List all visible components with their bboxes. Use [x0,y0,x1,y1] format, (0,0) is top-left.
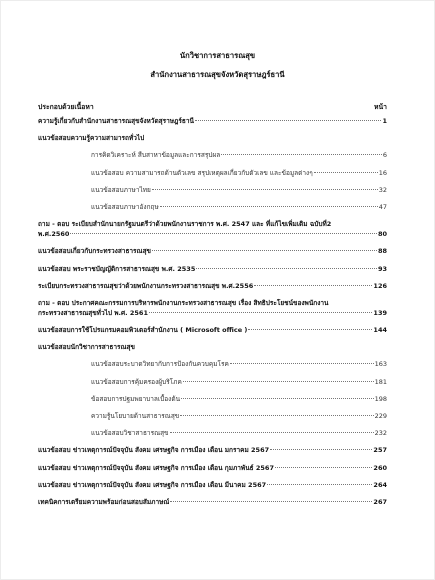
toc-entry-title: ถาม - ตอบ ประกาศคณะกรรมการบริหารพนักงานกระทรวงสาธารณสุข เรื่อง สิทธิประโยชน์ของพนักงาน [38,298,329,307]
toc-entry-title: แนวข้อสอบ พระราชบัญญัติการสาธารณสุข พ.ศ. 2535 [38,264,196,273]
leader-dots [230,363,374,364]
toc-page-number: 257 [373,446,387,455]
toc-entry [91,411,387,421]
toc-entry [91,394,387,404]
toc-page-label: หน้า [374,103,387,111]
toc-entry-title: แนวข้อสอบนักวิชาการสาธารณสุข [38,343,135,352]
toc-entry [38,116,387,126]
toc-entry [38,480,387,490]
toc-page-number: 232 [374,429,387,438]
leader-dots [180,415,373,416]
leader-dots [314,172,378,173]
toc-page-number: 88 [377,247,387,256]
toc-entry-title-cont: กระทรวงสาธารณสุขทั่วไป พ.ศ. 2561 [38,308,148,317]
toc-page-number: 198 [374,394,387,403]
toc-page-number: 264 [373,480,387,489]
document-subtitle: สำนักงานสาธารณสุขจังหวัดสุราษฎร์ธานี [150,70,285,79]
leader-dots [70,233,377,234]
toc-entry-title: แนวข้อสอบ ข่าวเหตุการณ์ปัจจุบัน สังคม เศรษฐกิจ การเมือง เดือน กุมภาพันธ์ 2567 [38,463,274,472]
toc-entry-title: การคิดวิเคราะห์ สืบสาหาข้อมูลและการสรุปผล [91,151,221,160]
leader-dots [160,206,378,207]
toc-entry-title: แนวข้อสอบการใช้โปรแกรมคอมพิวเตอร์สำนักงาน ( Microsoft office ) [38,326,248,335]
toc-entry-title: ถาม - ตอบ ระเบียบสำนักนายกรัฐมนตรีว่าด้วยพนักงานราชการ พ.ศ. 2547 และ ที่แก้ไขเพิ่มเติม ฉบับที่2 [38,220,332,229]
leader-dots [152,250,377,251]
toc-entry-title: แนวข้อสอบ ข่าวเหตุการณ์ปัจจุบัน สังคม เศรษฐกิจ การเมือง เดือน มกราคม 2567 [38,446,270,455]
toc-entry-title: แนวข้อสอบความรู้ความสามารถทั่วไป [38,134,145,143]
toc-entry-title: แนวข้อสอบภาษาไทย [91,185,151,194]
toc-entry-title: แนวข้อสอบ ข่าวเหตุการณ์ปัจจุบัน สังคม เศรษฐกิจ การเมือง เดือน มีนาคม 2567 [38,480,267,489]
toc-page-number: 144 [373,326,387,335]
toc-page-number: 32 [378,185,387,194]
leader-dots [270,449,372,450]
leader-dots [181,398,374,399]
leader-dots [183,381,374,382]
toc-page-number: 260 [373,463,387,472]
leader-dots [195,120,381,121]
leader-dots [254,285,372,286]
toc-entry [91,150,387,160]
toc-page-number: 229 [374,412,387,420]
toc-page-number: 181 [374,377,387,386]
leader-dots [152,189,378,190]
toc-entry [91,185,387,195]
document-title: นักวิชาการสาธารณสุข [179,51,256,60]
leader-dots [275,467,372,468]
toc-page-number: 126 [373,281,387,290]
leader-dots [170,432,374,433]
leader-dots [267,484,372,485]
toc-entry-title-cont: พ.ศ.2560 [38,230,70,239]
toc-entry-title: ความรู้เกี่ยวกับสำนักงานสาธารณสุขจังหวัดสุราษฎร์ธานี [38,117,194,125]
toc-contents-label: ประกอบด้วยเนื้อหา [38,103,94,111]
toc-entry [38,133,387,143]
toc-entry [91,202,387,212]
toc-entry-title: แนวข้อสอบระบาดวิทยากับการป้องกันควบคุมโรค [91,360,229,369]
toc-entry [38,497,387,507]
table-of-contents [38,116,387,514]
toc-page-number: 93 [377,264,387,273]
toc-entry-title: แนวข้อสอบเกี่ยวกับกระทรวงสาธารณสุข [38,247,151,256]
toc-entry [91,168,387,178]
toc-entry [38,264,387,274]
toc-entry-title: เทคนิคการเตรียมความพร้อมก่อนสอบสัมภาษณ์ [38,497,170,506]
leader-dots [248,329,372,330]
toc-entry-title: แนวข้อสอบภาษาอังกฤษ [91,202,159,211]
toc-entry-title: แนวข้อสอบ ความสามารถด้านตัวเลข สรุปเหตุผลเกี่ยวกับตัวเลข และข้อมูลต่างๆ [91,168,313,177]
toc-entry [38,325,387,335]
toc-entry [38,342,387,352]
leader-dots [149,312,372,313]
toc-entry [38,281,387,291]
toc-entry-title: ระเบียบกระทรวงสาธารณสุขว่าด้วยพนักงานกระทรวงสาธารณสุข พ.ศ.2556 [38,281,254,290]
toc-page-number: 47 [378,202,387,211]
toc-page-number: 267 [373,497,387,506]
toc-page-number: 163 [374,360,387,369]
toc-entry-title: แนวข้อสอบการคุ้มครองผู้บริโภค [91,377,182,386]
leader-dots [196,268,377,269]
toc-page-number: 80 [377,230,387,239]
leader-dots [221,154,382,155]
toc-entry [38,219,387,239]
toc-entry-title: แนวข้อสอบวิชาสาธารณสุข [91,429,169,438]
toc-entry-title: ความรู้นโยบายด้านสาธารณสุข [91,412,180,420]
toc-entry [38,298,387,318]
toc-page-number: 16 [378,168,387,177]
toc-entry [91,428,387,438]
toc-page-number: 1 [382,117,387,125]
toc-entry [38,246,387,256]
toc-entry [91,377,387,387]
leader-dots [170,501,372,502]
toc-entry [38,463,387,473]
toc-entry [38,445,387,455]
toc-entry-title: ข้อสอบการปฐมพยาบาลเบื้องต้น [91,394,181,403]
toc-entry [91,359,387,369]
toc-page-number: 6 [382,151,387,160]
toc-page-number: 139 [373,308,387,317]
